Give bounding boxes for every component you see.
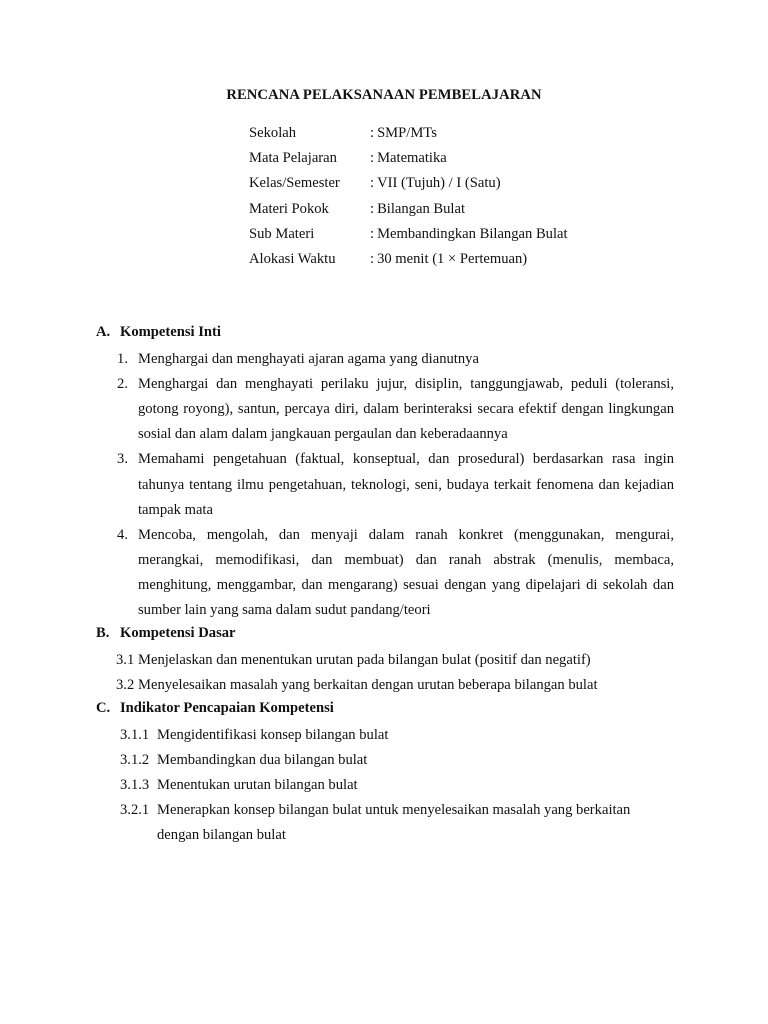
identity-separator: : bbox=[370, 250, 375, 267]
list-number: 3.1.3 bbox=[120, 777, 150, 794]
identity-row-sub-materi bbox=[249, 224, 669, 249]
list-number: 3.1.2 bbox=[120, 752, 150, 769]
list-item bbox=[96, 648, 674, 673]
list-number: 4. bbox=[117, 526, 128, 543]
identity-label: Materi Pokok bbox=[249, 200, 329, 217]
list-item bbox=[96, 447, 674, 522]
identity-value: VII (Tujuh) / I (Satu) bbox=[377, 175, 501, 192]
list-number: 1. bbox=[117, 351, 128, 368]
section-title: Kompetensi Dasar bbox=[120, 625, 236, 641]
identity-separator: : bbox=[370, 225, 375, 242]
list-number: 3.2.1 bbox=[120, 802, 150, 819]
identity-label: Alokasi Waktu bbox=[249, 250, 336, 267]
identity-value: Membandingkan Bilangan Bulat bbox=[377, 225, 568, 242]
list-item bbox=[96, 347, 674, 372]
section-heading bbox=[96, 698, 674, 723]
section-kompetensi-dasar bbox=[96, 623, 674, 698]
list-number: 3.2 bbox=[116, 677, 135, 694]
list-item bbox=[96, 773, 674, 798]
list-text: Menghargai dan menghayati perilaku jujur, disiplin, tanggungjawab, peduli (toleransi, gotong royong), santun, percaya diri, dalam berinteraksi secara efektif dengan lingkungan sosial dan alam dalam jangkauan pergaulan dan keberadaannya bbox=[138, 376, 674, 443]
section-title: Indikator Pencapaian Kompetensi bbox=[120, 700, 334, 716]
list-text: Menyelesaikan masalah yang berkaitan dengan urutan beberapa bilangan bulat bbox=[138, 677, 598, 694]
identity-row-sekolah bbox=[249, 123, 669, 148]
identity-row-mata-pelajaran bbox=[249, 148, 669, 173]
identity-label: Mata Pelajaran bbox=[249, 150, 337, 167]
list-text: Mengidentifikasi konsep bilangan bulat bbox=[157, 727, 389, 744]
list-item bbox=[96, 748, 674, 773]
section-letter: B. bbox=[96, 625, 110, 641]
identity-table bbox=[249, 123, 669, 274]
identity-label: Sekolah bbox=[249, 125, 297, 141]
list-number: 3.1 bbox=[116, 652, 135, 669]
list-item bbox=[96, 673, 674, 698]
identity-row-materi-pokok bbox=[249, 199, 669, 224]
list-text: Menerapkan konsep bilangan bulat untuk menyelesaikan masalah yang berkaitan dengan bilangan bulat bbox=[157, 802, 631, 844]
list-number: 2. bbox=[117, 376, 128, 393]
section-heading bbox=[96, 623, 674, 648]
list-item bbox=[96, 798, 674, 848]
list-text: Menghargai dan menghayati ajaran agama yang dianutnya bbox=[138, 351, 479, 368]
section-heading bbox=[96, 322, 674, 347]
list-number: 3.1.1 bbox=[120, 727, 150, 744]
list-text: Menentukan urutan bilangan bulat bbox=[157, 777, 358, 794]
section-kompetensi-inti bbox=[96, 322, 674, 623]
kompetensi-inti-list bbox=[96, 347, 674, 623]
identity-value: 30 menit (1 × Pertemuan) bbox=[377, 250, 528, 267]
identity-label: Sub Materi bbox=[249, 225, 315, 242]
section-letter: C. bbox=[96, 700, 111, 716]
identity-separator: : bbox=[370, 175, 375, 192]
list-item bbox=[96, 372, 674, 447]
identity-value: Bilangan Bulat bbox=[377, 200, 466, 217]
list-text: Memahami pengetahuan (faktual, konseptual, dan prosedural) berdasarkan rasa ingin tahunya tentang ilmu pengetahuan, teknologi, seni, budaya terkait fenomena dan kejadian tampak mata bbox=[138, 451, 674, 518]
list-number: 3. bbox=[117, 451, 128, 468]
list-item bbox=[96, 523, 674, 623]
section-indikator bbox=[96, 698, 674, 849]
identity-value: Matematika bbox=[377, 150, 447, 167]
section-title: Kompetensi Inti bbox=[120, 324, 221, 340]
identity-separator: : bbox=[370, 200, 375, 217]
identity-row-alokasi-waktu bbox=[249, 249, 669, 274]
list-text: Mencoba, mengolah, dan menyaji dalam ranah konkret (menggunakan, mengurai, merangkai, memodifikasi, dan membuat) dan ranah abstrak (menulis, membaca, menghitung, menggambar, dan mengarang) sesuai dengan yang dipelajari di sekolah dan sumber lain yang sama dalam sudut pandang/teori bbox=[138, 526, 674, 619]
identity-separator: : bbox=[370, 125, 375, 141]
list-item bbox=[96, 723, 674, 748]
identity-label: Kelas/Semester bbox=[249, 175, 340, 192]
list-text: Menjelaskan dan menentukan urutan pada bilangan bulat (positif dan negatif) bbox=[138, 652, 591, 669]
document-title: RENCANA PELAKSANAAN PEMBELAJARAN bbox=[226, 87, 542, 103]
identity-value: SMP/MTs bbox=[377, 125, 437, 141]
list-text: Membandingkan dua bilangan bulat bbox=[157, 752, 368, 769]
identity-row-kelas-semester bbox=[249, 173, 669, 198]
section-letter: A. bbox=[96, 324, 111, 340]
identity-separator: : bbox=[370, 150, 375, 167]
